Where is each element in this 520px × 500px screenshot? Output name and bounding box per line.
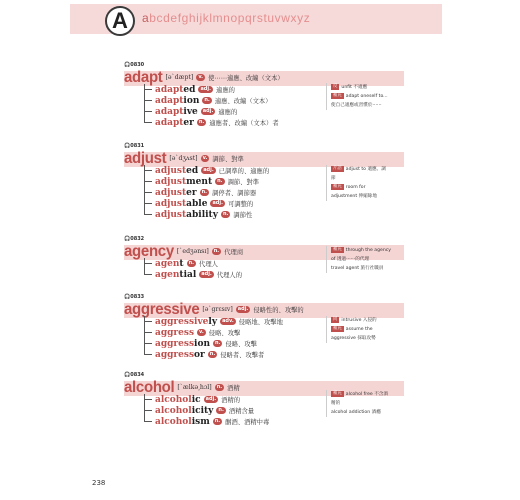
alphabet-index: [142, 11, 310, 25]
derivative-row: [144, 209, 252, 220]
part-of-speech-badge: v.: [198, 74, 204, 80]
headword: adapt: [124, 68, 163, 87]
note-text: alcohol free 不含酒: [345, 392, 388, 397]
derivative-suffix: ly: [208, 316, 218, 327]
derivative-row: [144, 84, 235, 95]
part-of-speech-badge: adj.: [212, 200, 224, 206]
derivative-gloss: 適應、改編（文本）: [214, 98, 272, 105]
tree-branch: [144, 410, 152, 411]
derivative-row: [144, 405, 254, 416]
derivative-suffix: ive: [183, 106, 198, 117]
derivative-base: adjust: [155, 209, 187, 220]
entry-notes: [326, 390, 402, 417]
phonetic: [əˋdʒʌst]: [169, 155, 198, 162]
entry-number: [124, 62, 144, 68]
part-of-speech-badge: v.: [202, 155, 208, 161]
note-text: 使自己適應或習慣於⋯⋯: [331, 103, 382, 108]
note-line: [331, 390, 402, 399]
phonetic: [ˋedʒənsɪ]: [176, 248, 209, 255]
derivative-base: agen: [155, 269, 180, 280]
audio-icon[interactable]: 🎧: [124, 372, 131, 378]
derivative-base: adapt: [155, 84, 184, 95]
derivative-word: [155, 328, 194, 338]
part-of-speech-badge: n.: [213, 248, 220, 254]
derivative-base: aggress: [155, 327, 195, 338]
tree-branch: [144, 192, 152, 193]
entry-number: [124, 236, 144, 242]
derivative-suffix: able: [186, 198, 208, 209]
derivative-base: adjust: [155, 198, 187, 209]
derivative-gloss: 酗酒、酒精中毒: [225, 419, 270, 426]
derivative-gloss: 已調準的、適應的: [218, 168, 270, 175]
derivative-word: [155, 199, 207, 209]
tree-branch: [144, 421, 152, 422]
part-of-speech-badge: adj.: [201, 271, 212, 277]
note-line: [331, 92, 402, 101]
note-line: [331, 83, 402, 92]
entry-number: [124, 143, 144, 149]
note-text: of 透過⋯⋯的代理: [331, 257, 370, 262]
derivative-gloss: 適應的: [216, 87, 235, 94]
note-text: alcohol addiction 酒癮: [331, 410, 381, 415]
entry-id-text: 0833: [130, 294, 145, 300]
derivative-gloss: 酒精的: [221, 397, 241, 404]
note-line: [331, 165, 402, 174]
derivative-base: adapt: [155, 95, 184, 106]
note-tag: 補充: [333, 390, 342, 396]
note-tag: 同: [333, 316, 338, 322]
derivative-word: [155, 188, 197, 198]
note-text: adjust to 適應、調: [345, 167, 386, 172]
part-of-speech-badge: v.: [199, 329, 204, 335]
derivative-row: [144, 258, 218, 269]
part-of-speech-badge: n.: [209, 351, 216, 357]
note-line: [331, 264, 402, 273]
note-line: [331, 183, 402, 192]
entry-id-text: 0834: [130, 372, 145, 378]
tree-branch: [144, 354, 152, 355]
alphabet-current-letter: a: [142, 11, 150, 25]
derivative-base: alcohol: [155, 394, 192, 405]
tree-branch: [144, 122, 152, 123]
derivative-suffix: er: [186, 187, 197, 198]
note-line: [331, 101, 402, 110]
derivative-suffix: tial: [179, 269, 197, 280]
tree-branch: [144, 399, 152, 400]
derivative-gloss: 代理人: [199, 261, 218, 268]
derivative-suffix: ion: [194, 338, 210, 349]
derivative-word: [155, 107, 198, 117]
derivative-gloss: 代理人的: [216, 272, 242, 279]
derivative-word: [155, 210, 218, 220]
derivative-word: [155, 395, 201, 405]
note-text: 節: [331, 176, 336, 181]
entry-number: [124, 294, 144, 300]
audio-icon[interactable]: 🎧: [124, 62, 131, 68]
derivative-row: [144, 269, 242, 280]
tree-branch: [144, 203, 152, 204]
note-line: [331, 408, 402, 417]
derivative-word: [155, 406, 213, 416]
note-tag: 補充: [333, 183, 342, 189]
derivative-word: [155, 317, 217, 327]
part-of-speech-badge: n.: [204, 97, 210, 103]
note-text: assume the: [345, 327, 373, 332]
derivative-row: [144, 416, 269, 427]
alphabet-other-letters: bcdefghijklmnopqrstuvwxyz: [149, 11, 311, 25]
derivative-gloss: 調節性: [233, 212, 253, 219]
part-of-speech-badge: adj.: [237, 306, 249, 312]
derivative-base: aggress: [155, 349, 195, 360]
headword-gloss: 使⋯⋯適應、改編（文本）: [208, 75, 284, 82]
headword-gloss: 侵略性的、攻擊的: [253, 307, 304, 314]
note-text: intrusive 入侵的: [341, 318, 377, 323]
entry-notes: [326, 316, 402, 343]
derivative-word: [155, 96, 199, 106]
phonetic: [əˋdæpt]: [165, 74, 194, 81]
derivative-suffix: ion: [183, 95, 200, 106]
part-of-speech-badge: n.: [198, 119, 205, 125]
derivative-base: adapt: [155, 117, 184, 128]
derivative-row: [144, 165, 269, 176]
derivative-row: [144, 106, 237, 117]
derivative-gloss: 侵略者、攻擊者: [220, 352, 265, 359]
note-line: [331, 334, 402, 343]
derivative-word: [155, 259, 184, 269]
derivative-suffix: ability: [186, 209, 218, 220]
entry-notes: [326, 83, 402, 110]
derivative-word: [155, 417, 210, 427]
derivative-suffix: ed: [186, 165, 199, 176]
derivative-row: [144, 316, 283, 327]
part-of-speech-badge: adj.: [202, 108, 214, 114]
note-line: [331, 174, 402, 183]
tree-branch: [144, 214, 152, 215]
tree-branch: [144, 263, 152, 264]
note-tag: 片語: [333, 165, 342, 171]
entry-id-text: 0831: [130, 143, 145, 149]
derivative-base: adjust: [155, 165, 187, 176]
page-number: 238: [92, 479, 106, 487]
entry-notes: [326, 165, 402, 201]
tree-branch: [144, 274, 152, 275]
headword: agency: [124, 242, 174, 261]
derivative-word: [155, 270, 196, 280]
derivative-suffix: ed: [183, 84, 196, 95]
derivative-suffix: er: [183, 117, 194, 128]
part-of-speech-badge: n.: [201, 189, 208, 195]
derivative-gloss: 可調整的: [228, 201, 254, 208]
derivative-gloss: 侵略地、攻擊地: [238, 319, 283, 326]
entry-id-text: 0832: [130, 236, 145, 242]
tree-branch: [144, 89, 152, 90]
derivative-row: [144, 327, 240, 338]
derivative-base: adjust: [155, 187, 187, 198]
part-of-speech-badge: n.: [216, 384, 223, 390]
derivative-word: [155, 350, 205, 360]
derivative-base: adapt: [155, 106, 184, 117]
phonetic: [ˋælkə͵hɔl]: [177, 384, 212, 391]
tree-branch: [144, 111, 152, 112]
note-line: [331, 399, 402, 408]
note-line: [331, 255, 402, 264]
derivative-row: [144, 198, 253, 209]
derivative-suffix: or: [194, 349, 205, 360]
entry-notes: [326, 246, 402, 273]
part-of-speech-badge: n.: [215, 340, 221, 346]
note-text: aggressive 採取攻勢: [331, 336, 376, 341]
note-tag: 補充: [333, 92, 342, 98]
derivative-suffix: icity: [191, 405, 214, 416]
derivative-suffix: t: [179, 258, 184, 269]
headword: alcohol: [124, 378, 175, 397]
derivative-base: agen: [155, 258, 180, 269]
headword-gloss: 代理商: [224, 249, 244, 256]
note-text: adapt oneself to...: [345, 94, 388, 99]
audio-icon[interactable]: 🎧: [124, 294, 131, 300]
note-text: through the agency: [345, 248, 392, 253]
headword: aggressive: [124, 300, 200, 319]
part-of-speech-badge: n.: [218, 407, 224, 413]
derivative-gloss: 調節、對準: [227, 179, 260, 186]
part-of-speech-badge: adj.: [200, 86, 212, 92]
derivative-suffix: ism: [191, 416, 210, 427]
note-text: unfit 不適應: [341, 85, 368, 90]
derivative-word: [155, 339, 210, 349]
audio-icon[interactable]: 🎧: [124, 236, 131, 242]
headword: adjust: [124, 149, 167, 168]
derivative-row: [144, 394, 240, 405]
derivative-suffix: ment: [186, 176, 213, 187]
derivative-gloss: 酒精含量: [228, 408, 255, 415]
phonetic: [əˋgrɛsɪv]: [202, 306, 233, 313]
headword-gloss: 酒精: [227, 385, 240, 392]
part-of-speech-badge: adv.: [222, 318, 234, 324]
derivative-suffix: ic: [191, 394, 201, 405]
derivative-gloss: 適應的: [218, 109, 238, 116]
derivative-gloss: 適應者、改編（文本）者: [209, 120, 279, 127]
derivative-row: [144, 187, 256, 198]
derivative-row: [144, 349, 264, 360]
part-of-speech-badge: adj.: [203, 167, 214, 173]
note-tag: 補充: [333, 325, 342, 331]
derivative-word: [155, 85, 195, 95]
derivative-word: [155, 177, 212, 187]
derivative-base: aggressive: [155, 316, 209, 327]
derivative-gloss: 調停者、調節器: [212, 190, 257, 197]
note-tag: 補充: [333, 246, 342, 252]
derivative-word: [155, 166, 198, 176]
derivative-row: [144, 95, 272, 106]
part-of-speech-badge: adj.: [205, 396, 217, 402]
tree-branch: [144, 170, 152, 171]
note-text: room for: [345, 185, 366, 190]
entry-id-text: 0830: [130, 62, 145, 68]
derivative-row: [144, 176, 259, 187]
audio-icon[interactable]: 🎧: [124, 143, 131, 149]
part-of-speech-badge: n.: [222, 211, 229, 217]
section-letter-badge: [105, 6, 135, 36]
derivative-row: [144, 338, 257, 349]
derivative-gloss: 侵略、攻擊: [208, 330, 241, 337]
note-tag: 反: [333, 83, 338, 89]
note-text: travel agent 旅行社職員: [331, 266, 384, 271]
tree-branch: [144, 321, 152, 322]
derivative-base: aggress: [155, 338, 195, 349]
note-text: 精的: [331, 401, 341, 406]
tree-branch: [144, 343, 152, 344]
derivative-base: adjust: [155, 176, 187, 187]
tree-branch: [144, 181, 152, 182]
note-text: adjustment 伸縮餘地: [331, 194, 377, 199]
part-of-speech-badge: n.: [188, 260, 195, 266]
tree-branch: [144, 100, 152, 101]
note-line: [331, 325, 402, 334]
section-letter: A: [112, 8, 128, 33]
derivative-word: [155, 118, 194, 128]
part-of-speech-badge: n.: [214, 418, 221, 424]
part-of-speech-badge: n.: [217, 178, 223, 184]
derivative-base: alcohol: [155, 416, 192, 427]
note-line: [331, 316, 402, 325]
derivative-gloss: 侵略、攻擊: [225, 341, 257, 348]
derivative-base: alcohol: [155, 405, 192, 416]
note-line: [331, 246, 402, 255]
note-line: [331, 192, 402, 201]
entry-number: [124, 372, 144, 378]
headword-gloss: 調節、對準: [212, 156, 244, 163]
tree-branch: [144, 332, 152, 333]
derivative-row: [144, 117, 279, 128]
